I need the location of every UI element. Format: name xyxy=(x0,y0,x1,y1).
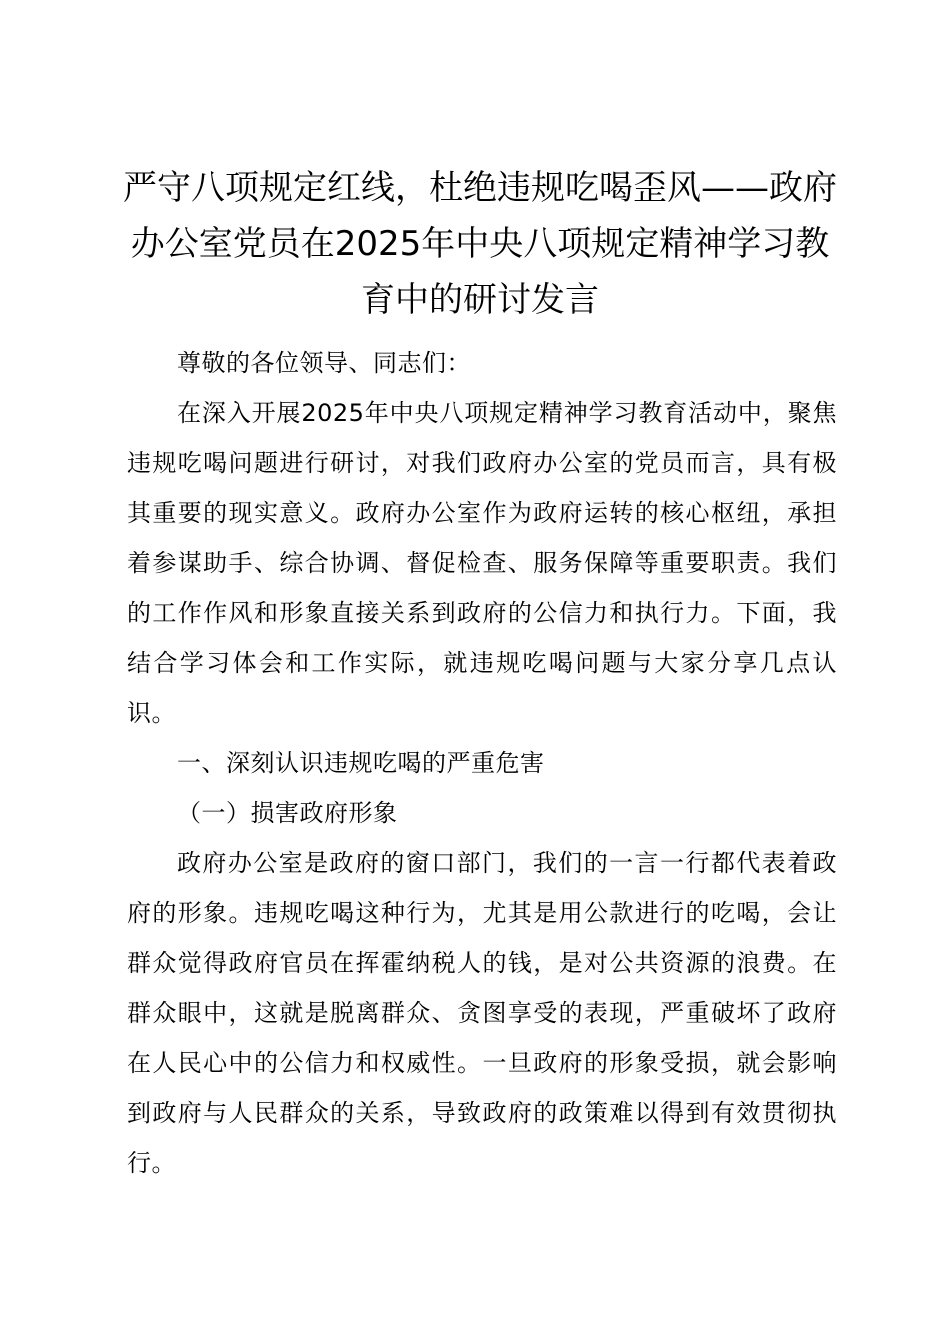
section-heading: 一、深刻认识违规吃喝的严重危害 xyxy=(177,749,545,777)
subsection-paragraph: 政府办公室是政府的窗口部门，我们的一言一行都代表着政府的形象。违规吃喝这种行为，尤其是用公款进行的吃喝，会让群众觉得政府官员在挥霍纳税人的钱，是对公共资源的浪费。在群众眼中，这就是脱离群众、贪图享受的表现，严重破坏了政府在人民心中的公信力和权威性。一旦政府的形象受损，就会影响到政府与人民群众的关系，导致政府的政策难以得到有效贯彻执行。 xyxy=(127,849,837,1177)
subsection-heading: （一）损害政府形象 xyxy=(177,799,398,827)
document-title: 严守八项规定红线，杜绝违规吃喝歪风——政府办公室党员在2025年中央八项规定精神学习教育中的研讨发言 xyxy=(123,168,837,320)
greeting: 尊敬的各位领导、同志们： xyxy=(177,349,471,377)
intro-paragraph: 在深入开展2025年中央八项规定精神学习教育活动中，聚焦违规吃喝问题进行研讨，对我们政府办公室的党员而言，具有极其重要的现实意义。政府办公室作为政府运转的核心枢纽，承担着参谋助手、综合协调、督促检查、服务保障等重要职责。我们的工作作风和形象直接关系到政府的公信力和执行力。下面，我结合学习体会和工作实际，就违规吃喝问题与大家分享几点认识。 xyxy=(127,399,837,727)
document-body xyxy=(127,338,837,1188)
